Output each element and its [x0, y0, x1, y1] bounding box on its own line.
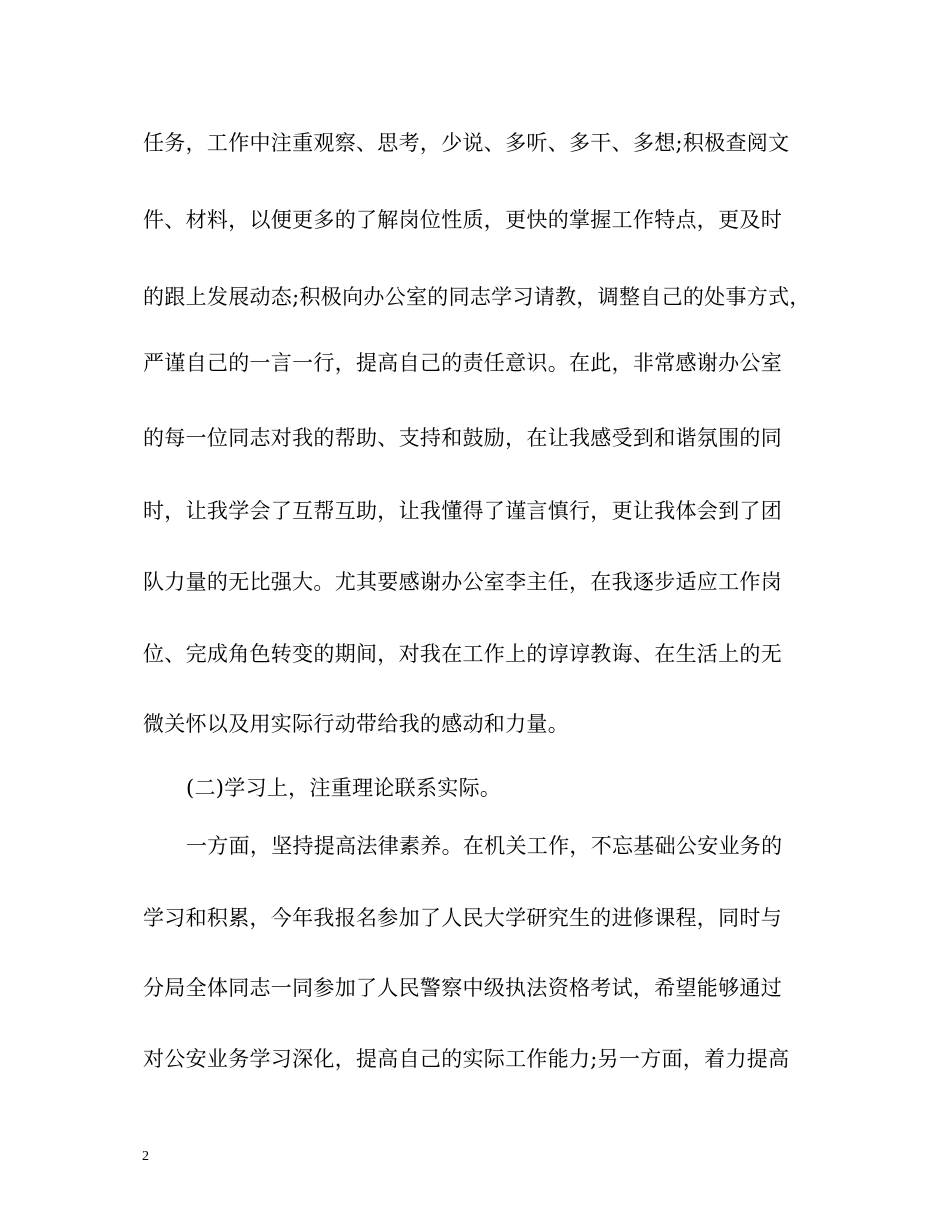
body-text-line: 任务，工作中注重观察、思考，少说、多听、多干、多想;积极查阅文 — [143, 131, 790, 155]
body-text-line: 队力量的无比强大。尤其要感谢办公室李主任，在我逐步适应工作岗 — [143, 570, 782, 594]
page-number: 2 — [142, 1149, 149, 1164]
body-text-line: 学习和积累，今年我报名参加了人民大学研究生的进修课程，同时与 — [143, 906, 782, 930]
body-text-line: 时，让我学会了互帮互助，让我懂得了谨言慎行，更让我体会到了团 — [143, 499, 782, 523]
body-text-line: 严谨自己的一言一行，提高自己的责任意识。在此，非常感谢办公室 — [143, 351, 782, 375]
paragraph-first-line: 一方面，坚持提高法律素养。在机关工作，不忘基础公安业务的 — [186, 834, 783, 858]
body-text-line: 的跟上发展动态;积极向办公室的同志学习请教，调整自己的处事方式， — [143, 285, 811, 309]
body-text-line: 对公安业务学习深化，提高自己的实际工作能力;另一方面，着力提高 — [143, 1047, 790, 1071]
body-text-line: 分局全体同志一同参加了人民警察中级执法资格考试，希望能够通过 — [143, 976, 782, 1000]
body-text-line: 的每一位同志对我的帮助、支持和鼓励，在让我感受到和谐氛围的同 — [143, 426, 782, 450]
body-text-line: 微关怀以及用实际行动带给我的感动和力量。 — [143, 712, 569, 736]
section-heading: (二)学习上，注重理论联系实际。 — [186, 776, 502, 800]
body-text-line: 位、完成角色转变的期间，对我在工作上的谆谆教诲、在生活上的无 — [143, 642, 782, 666]
body-text-line: 件、材料，以便更多的了解岗位性质，更快的掌握工作特点，更及时 — [143, 208, 782, 232]
